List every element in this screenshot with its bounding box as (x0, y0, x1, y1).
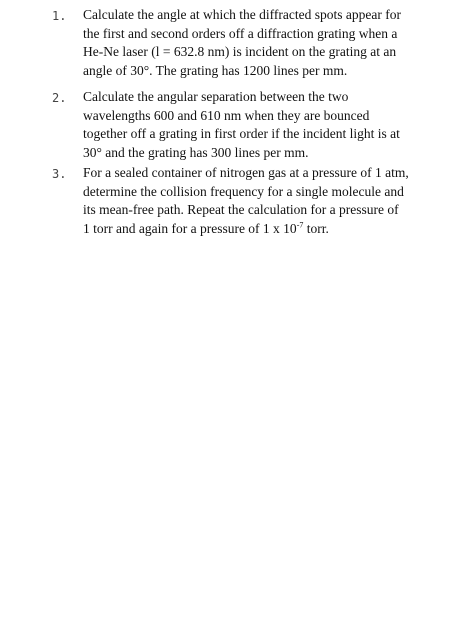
exponent-superscript: -7 (296, 220, 304, 230)
problem-text-line (83, 220, 428, 239)
problem-text-line: wavelengths 600 and 610 nm when they are bounced (83, 107, 370, 123)
problem-text-line: the first and second orders off a diffraction grating when a (83, 25, 398, 41)
problem-text-fragment: torr. (303, 220, 329, 236)
problem-text-line: its mean-free path. Repeat the calculation for a pressure of (83, 202, 399, 218)
problem-number: 1. (52, 9, 67, 23)
problem-text-line: Calculate the angular separation between the two (83, 89, 349, 104)
problem-text (83, 6, 428, 80)
problem-text-line: together off a grating in first order if the incident light is at (83, 126, 400, 142)
problem-text-line: determine the collision frequency for a single molecule and (83, 183, 404, 199)
problem-text (83, 164, 428, 238)
problem-number: 2. (52, 91, 67, 105)
problem-text-fragment: 1 torr and again for a pressure of 1 x 10 (83, 220, 297, 236)
problem-text-line: 30° and the grating has 300 lines per mm. (83, 144, 309, 160)
problem-text-line: angle of 30°. The grating has 1200 lines per mm. (83, 62, 348, 78)
problem-number: 3. (52, 167, 67, 181)
problem-text-line: He-Ne laser (l = 632.8 nm) is incident on the grating at an (83, 44, 397, 60)
problem-text-line: For a sealed container of nitrogen gas at a pressure of 1 atm, (83, 165, 409, 180)
problem-text-line: Calculate the angle at which the diffracted spots appear for (83, 7, 401, 22)
problem-text (83, 88, 428, 162)
